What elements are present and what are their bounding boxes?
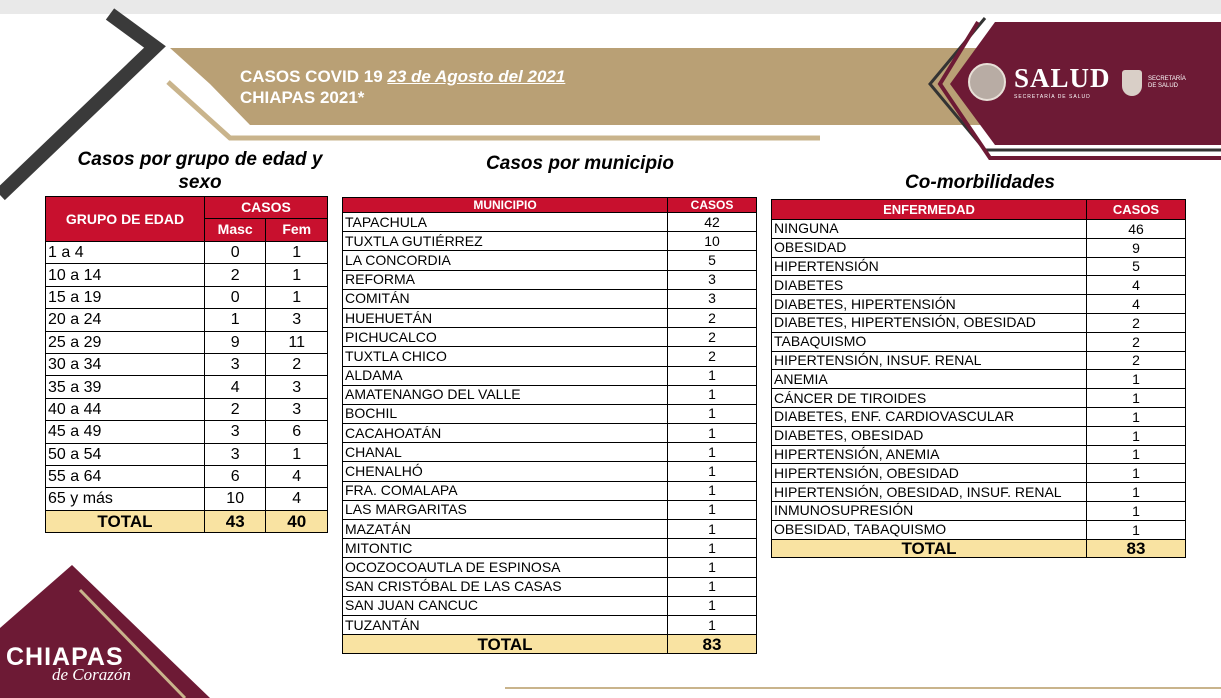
edad-group-cell: 1 a 4: [46, 242, 205, 264]
edad-row: [46, 309, 328, 331]
edad-table: [45, 196, 328, 533]
municipio-name-cell: AMATENANGO DEL VALLE: [343, 385, 668, 404]
municipio-row: [343, 385, 757, 404]
municipio-row: [343, 615, 757, 634]
edad-fem-cell: 2: [266, 353, 328, 375]
edad-header-casos: CASOS: [204, 197, 327, 219]
municipio-row: [343, 481, 757, 500]
municipio-row: [343, 539, 757, 558]
municipio-name-cell: CACAHOATÁN: [343, 424, 668, 443]
edad-header-fem: Fem: [266, 218, 328, 241]
municipio-name-cell: LA CONCORDIA: [343, 251, 668, 270]
secretaria-line1: SECRETARÍA: [1148, 76, 1186, 82]
municipio-casos-cell: 1: [668, 596, 757, 615]
municipio-row: [343, 251, 757, 270]
municipio-casos-cell: 2: [668, 328, 757, 347]
comorbilidad-casos-cell: 2: [1087, 351, 1186, 370]
edad-masc-cell: 1: [204, 309, 266, 331]
secretaria-line2: DE SALUD: [1148, 83, 1179, 89]
edad-group-cell: 40 a 44: [46, 398, 205, 420]
municipio-casos-cell: 2: [668, 347, 757, 366]
secretaria-logo: [1122, 70, 1186, 96]
municipio-row: [343, 558, 757, 577]
municipio-casos-cell: 1: [668, 577, 757, 596]
municipio-name-cell: MAZATÁN: [343, 520, 668, 539]
edad-row: [46, 353, 328, 375]
edad-group-cell: 20 a 24: [46, 309, 205, 331]
municipio-header-name: MUNICIPIO: [343, 198, 668, 213]
header-title: [240, 66, 565, 108]
comorbilidad-row: [772, 407, 1186, 426]
municipio-casos-cell: 1: [668, 615, 757, 634]
comorbilidades-total-value: 83: [1087, 539, 1186, 558]
municipio-name-cell: PICHUCALCO: [343, 328, 668, 347]
edad-row: [46, 465, 328, 487]
edad-group-cell: 10 a 14: [46, 264, 205, 286]
comorbilidad-name-cell: DIABETES: [772, 276, 1087, 295]
comorbilidad-casos-cell: 1: [1087, 445, 1186, 464]
comorbilidad-row: [772, 370, 1186, 389]
municipio-name-cell: COMITÁN: [343, 289, 668, 308]
edad-row: [46, 242, 328, 264]
edad-fem-cell: 1: [266, 286, 328, 308]
comorbilidad-casos-cell: 4: [1087, 276, 1186, 295]
chiapas-logo-word: CHIAPAS: [6, 643, 124, 671]
national-seal-icon: [968, 63, 1006, 101]
comorbilidad-row: [772, 445, 1186, 464]
comorbilidad-casos-cell: 2: [1087, 332, 1186, 351]
comorbilidad-casos-cell: 9: [1087, 238, 1186, 257]
comorbilidad-casos-cell: 5: [1087, 257, 1186, 276]
comorbilidad-row: [772, 520, 1186, 539]
municipio-name-cell: ALDAMA: [343, 366, 668, 385]
edad-masc-cell: 3: [204, 421, 266, 443]
edad-header-masc: Masc: [204, 218, 266, 241]
edad-masc-cell: 2: [204, 264, 266, 286]
comorbilidad-name-cell: NINGUNA: [772, 220, 1087, 239]
edad-fem-cell: 3: [266, 376, 328, 398]
edad-total-row: [46, 510, 328, 532]
municipio-casos-cell: 1: [668, 404, 757, 423]
comorbilidad-name-cell: INMUNOSUPRESIÓN: [772, 501, 1087, 520]
edad-fem-cell: 6: [266, 421, 328, 443]
edad-group-cell: 55 a 64: [46, 465, 205, 487]
municipio-casos-cell: 1: [668, 424, 757, 443]
municipio-title: Casos por municipio: [486, 153, 674, 174]
municipio-row: [343, 347, 757, 366]
edad-total-fem: 40: [266, 510, 328, 532]
edad-row: [46, 286, 328, 308]
comorbilidad-row: [772, 501, 1186, 520]
edad-fem-cell: 1: [266, 443, 328, 465]
title-prefix: CASOS COVID 19: [240, 67, 383, 86]
edad-fem-cell: 3: [266, 398, 328, 420]
comorbilidad-name-cell: OBESIDAD, TABAQUISMO: [772, 520, 1087, 539]
edad-fem-cell: 1: [266, 242, 328, 264]
edad-row: [46, 443, 328, 465]
municipio-name-cell: HUEHUETÁN: [343, 308, 668, 327]
comorbilidad-casos-cell: 1: [1087, 407, 1186, 426]
municipio-casos-cell: 3: [668, 289, 757, 308]
salud-logo: [968, 63, 1111, 101]
edad-masc-cell: 6: [204, 465, 266, 487]
municipio-total-value: 83: [668, 635, 757, 654]
municipio-row: [343, 596, 757, 615]
comorbilidad-row: [772, 332, 1186, 351]
comorbilidad-name-cell: HIPERTENSIÓN, OBESIDAD, INSUF. RENAL: [772, 483, 1087, 502]
edad-group-cell: 50 a 54: [46, 443, 205, 465]
municipio-casos-cell: 1: [668, 539, 757, 558]
municipio-casos-cell: 1: [668, 481, 757, 500]
comorbilidades-header-casos: CASOS: [1087, 200, 1186, 220]
comorbilidad-name-cell: HIPERTENSIÓN, ANEMIA: [772, 445, 1087, 464]
municipio-name-cell: BOCHIL: [343, 404, 668, 423]
municipio-casos-cell: 1: [668, 520, 757, 539]
comorbilidad-casos-cell: 1: [1087, 501, 1186, 520]
municipio-name-cell: OCOZOCOAUTLA DE ESPINOSA: [343, 558, 668, 577]
edad-row: [46, 331, 328, 353]
comorbilidades-header-name: ENFERMEDAD: [772, 200, 1087, 220]
edad-row: [46, 421, 328, 443]
edad-total-masc: 43: [204, 510, 266, 532]
comorbilidad-row: [772, 464, 1186, 483]
municipio-casos-cell: 1: [668, 366, 757, 385]
municipio-casos-cell: 1: [668, 462, 757, 481]
comorbilidad-row: [772, 313, 1186, 332]
municipio-name-cell: SAN JUAN CANCUC: [343, 596, 668, 615]
municipio-total-label: TOTAL: [343, 635, 668, 654]
municipio-row: [343, 366, 757, 385]
salud-logo-subtext: SECRETARÍA DE SALUD: [1014, 93, 1091, 100]
comorbilidad-casos-cell: 2: [1087, 313, 1186, 332]
edad-row: [46, 376, 328, 398]
comorbilidad-name-cell: HIPERTENSIÓN: [772, 257, 1087, 276]
comorbilidad-name-cell: DIABETES, HIPERTENSIÓN: [772, 295, 1087, 314]
comorbilidad-row: [772, 295, 1186, 314]
comorbilidad-name-cell: OBESIDAD: [772, 238, 1087, 257]
edad-fem-cell: 4: [266, 488, 328, 510]
edad-masc-cell: 3: [204, 443, 266, 465]
comorbilidad-name-cell: HIPERTENSIÓN, OBESIDAD: [772, 464, 1087, 483]
municipio-row: [343, 424, 757, 443]
municipio-name-cell: TUXTLA CHICO: [343, 347, 668, 366]
municipio-casos-cell: 1: [668, 443, 757, 462]
edad-group-cell: 30 a 34: [46, 353, 205, 375]
municipio-name-cell: FRA. COMALAPA: [343, 481, 668, 500]
edad-group-cell: 35 a 39: [46, 376, 205, 398]
municipio-row: [343, 232, 757, 251]
comorbilidad-casos-cell: 1: [1087, 426, 1186, 445]
comorbilidad-casos-cell: 4: [1087, 295, 1186, 314]
comorbilidad-casos-cell: 46: [1087, 220, 1186, 239]
comorbilidad-name-cell: HIPERTENSIÓN, INSUF. RENAL: [772, 351, 1087, 370]
edad-group-cell: 45 a 49: [46, 421, 205, 443]
edad-fem-cell: 1: [266, 264, 328, 286]
municipio-name-cell: TAPACHULA: [343, 213, 668, 232]
edad-masc-cell: 2: [204, 398, 266, 420]
municipio-casos-cell: 1: [668, 500, 757, 519]
edad-masc-cell: 4: [204, 376, 266, 398]
comorbilidad-name-cell: DIABETES, HIPERTENSIÓN, OBESIDAD: [772, 313, 1087, 332]
municipio-name-cell: MITONTIC: [343, 539, 668, 558]
municipio-casos-cell: 2: [668, 308, 757, 327]
comorbilidad-name-cell: TABAQUISMO: [772, 332, 1087, 351]
comorbilidad-row: [772, 257, 1186, 276]
municipio-row: [343, 462, 757, 481]
comorbilidad-row: [772, 276, 1186, 295]
edad-fem-cell: 4: [266, 465, 328, 487]
municipio-name-cell: TUXTLA GUTIÉRREZ: [343, 232, 668, 251]
municipio-row: [343, 577, 757, 596]
comorbilidad-name-cell: ANEMIA: [772, 370, 1087, 389]
edad-masc-cell: 0: [204, 242, 266, 264]
comorbilidad-name-cell: CÁNCER DE TIROIDES: [772, 389, 1087, 408]
comorbilidad-name-cell: DIABETES, OBESIDAD: [772, 426, 1087, 445]
edad-row: [46, 398, 328, 420]
municipio-casos-cell: 5: [668, 251, 757, 270]
comorbilidad-row: [772, 220, 1186, 239]
title-date: 23 de Agosto del 2021: [387, 67, 566, 86]
municipio-total-row: [343, 635, 757, 654]
comorbilidad-name-cell: DIABETES, ENF. CARDIOVASCULAR: [772, 407, 1087, 426]
edad-group-cell: 25 a 29: [46, 331, 205, 353]
comorbilidad-row: [772, 238, 1186, 257]
edad-group-cell: 15 a 19: [46, 286, 205, 308]
edad-total-label: TOTAL: [46, 510, 205, 532]
municipio-row: [343, 270, 757, 289]
comorbilidad-casos-cell: 1: [1087, 520, 1186, 539]
comorbilidad-row: [772, 483, 1186, 502]
comorbilidad-row: [772, 426, 1186, 445]
municipio-row: [343, 443, 757, 462]
edad-fem-cell: 3: [266, 309, 328, 331]
edad-masc-cell: 10: [204, 488, 266, 510]
municipio-header-casos: CASOS: [668, 198, 757, 213]
municipio-casos-cell: 3: [668, 270, 757, 289]
municipio-row: [343, 289, 757, 308]
municipio-casos-cell: 10: [668, 232, 757, 251]
municipio-name-cell: SAN CRISTÓBAL DE LAS CASAS: [343, 577, 668, 596]
municipio-row: [343, 520, 757, 539]
comorbilidad-casos-cell: 1: [1087, 370, 1186, 389]
comorbilidades-title: Co-morbilidades: [905, 172, 1055, 193]
edad-masc-cell: 0: [204, 286, 266, 308]
municipio-name-cell: LAS MARGARITAS: [343, 500, 668, 519]
state-shield-icon: [1122, 70, 1142, 96]
municipio-name-cell: REFORMA: [343, 270, 668, 289]
title-subtitle: CHIAPAS 2021*: [240, 88, 365, 107]
comorbilidad-casos-cell: 1: [1087, 389, 1186, 408]
municipio-name-cell: TUZANTÁN: [343, 615, 668, 634]
municipio-casos-cell: 1: [668, 558, 757, 577]
edad-masc-cell: 3: [204, 353, 266, 375]
comorbilidades-total-row: [772, 539, 1186, 558]
municipio-row: [343, 500, 757, 519]
comorbilidad-casos-cell: 1: [1087, 483, 1186, 502]
chiapas-logo-tagline: de Corazón: [52, 665, 131, 684]
edad-fem-cell: 11: [266, 331, 328, 353]
municipio-row: [343, 328, 757, 347]
municipio-row: [343, 308, 757, 327]
edad-title: Casos por grupo de edad y sexo: [77, 149, 323, 193]
municipio-name-cell: CHANAL: [343, 443, 668, 462]
edad-row: [46, 488, 328, 510]
edad-group-cell: 65 y más: [46, 488, 205, 510]
municipio-casos-cell: 42: [668, 213, 757, 232]
comorbilidad-row: [772, 351, 1186, 370]
comorbilidades-total-label: TOTAL: [772, 539, 1087, 558]
salud-logo-text: SALUD: [1014, 62, 1111, 93]
municipio-casos-cell: 1: [668, 385, 757, 404]
comorbilidad-row: [772, 389, 1186, 408]
municipio-name-cell: CHENALHÓ: [343, 462, 668, 481]
edad-masc-cell: 9: [204, 331, 266, 353]
edad-header-group: GRUPO DE EDAD: [46, 197, 205, 242]
comorbilidades-table: [771, 199, 1186, 558]
municipio-row: [343, 404, 757, 423]
municipio-table: [342, 197, 757, 654]
edad-row: [46, 264, 328, 286]
comorbilidad-casos-cell: 1: [1087, 464, 1186, 483]
municipio-row: [343, 213, 757, 232]
chiapas-logo: [6, 645, 131, 685]
